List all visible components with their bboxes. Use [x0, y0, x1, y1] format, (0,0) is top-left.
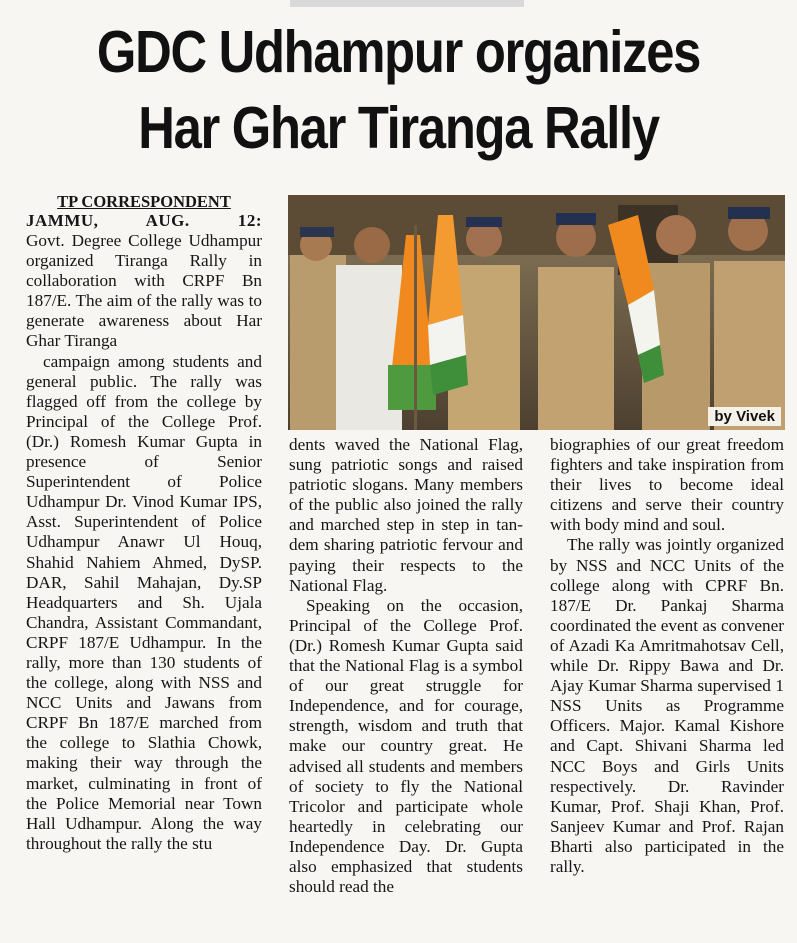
headline-line-1: GDC Udhampur organizes: [96, 19, 701, 85]
article-column-3: [550, 435, 784, 877]
paragraph-3-part-2: biographies of our great freedom fighters and take inspiration from their lives to become ideal citizens and serve their country with body mind and soul.: [550, 435, 784, 535]
article-column-1: [26, 193, 262, 854]
headline-line-2: Har Ghar Tiranga Rally: [138, 95, 659, 161]
paragraph-2-part-2: dents waved the National Flag, sung patriotic songs and raised patriotic slogans. Many members of the public also joined the rally and marched step in step in tandem sharing patriotic fervour and paying their respects to the National Flag.: [289, 435, 523, 595]
headline: [56, 14, 741, 166]
paragraph-4: The rally was jointly organized by NSS and NCC Units of the college along with CPRF Bn. 187/E Dr. Pankaj Sharma coordinated the event as convener of Azadi Ka Amritmahotsav Cell, while Dr. Rippy Bawa and Dr. Ajay Kumar Sharma supervised 1 NSS Units as Programme Officers. Major. Kamal Kishore and Capt. Shivani Sharma led NCC Boys and Girls Units respectively. Dr. Ravinder Kumar, Prof. Shaji Khan, Prof. Sanjeev Kumar and Prof. Rajan Bharti also participated in the rally.: [550, 535, 784, 876]
byline: TP CORRESPONDENT: [57, 192, 231, 211]
photo-credit: by Vivek: [708, 407, 781, 426]
paragraph-3-part-1: Speaking on the occasion, Principal of the College Prof. (Dr.) Romesh Kumar Gupta said that the National Flag is a symbol of our great struggle for Independence, and for courage, strength, wisdom and truth that make our country great. He advised all students and members of society to fly the National Tricolor and participate whole heartedly in celebrating our Independence Day. Dr. Gupta also emphasized that students should read the: [289, 595, 523, 897]
rally-photo-illustration: [288, 195, 785, 430]
paragraph-1: Govt. Degree College Udhampur organized Tiranga Rally in collaboration with CRPF Bn 187/E. The aim of the rally was to generate awareness about Har Ghar Tiranga: [26, 231, 262, 351]
paragraph-2-part-1: campaign among students and general public. The rally was flagged off from the college by Principal of the College Prof. (Dr.) Romesh Kumar Gupta in presence of Senior Superintendent of Police Udhampur Dr. Vinod Kumar IPS, Asst. Superintendent of Police Udhampur Anawr Ul Houq, Shahid Nahiem Ahmed, DySP. DAR, Sahil Mahajan, Dy.SP Headquarters and Sh. Ujala Chandra, Assistant Commandant, CRPF 187/E Udhampur. In the rally, more than 130 students of the college, along with NSS and NCC Units and Jawans from CRPF Bn 187/E marched from the college to Slathia Chowk, making their way through the market, culminating in front of the Police Memorial near Town Hall Udhampur. Along the way throughout the rally the stu: [26, 351, 262, 853]
dateline: JAMMU, AUG. 12:: [26, 211, 262, 230]
article-column-2: [289, 435, 523, 897]
top-edge-bar: [290, 0, 524, 7]
rally-photo: [288, 195, 785, 430]
